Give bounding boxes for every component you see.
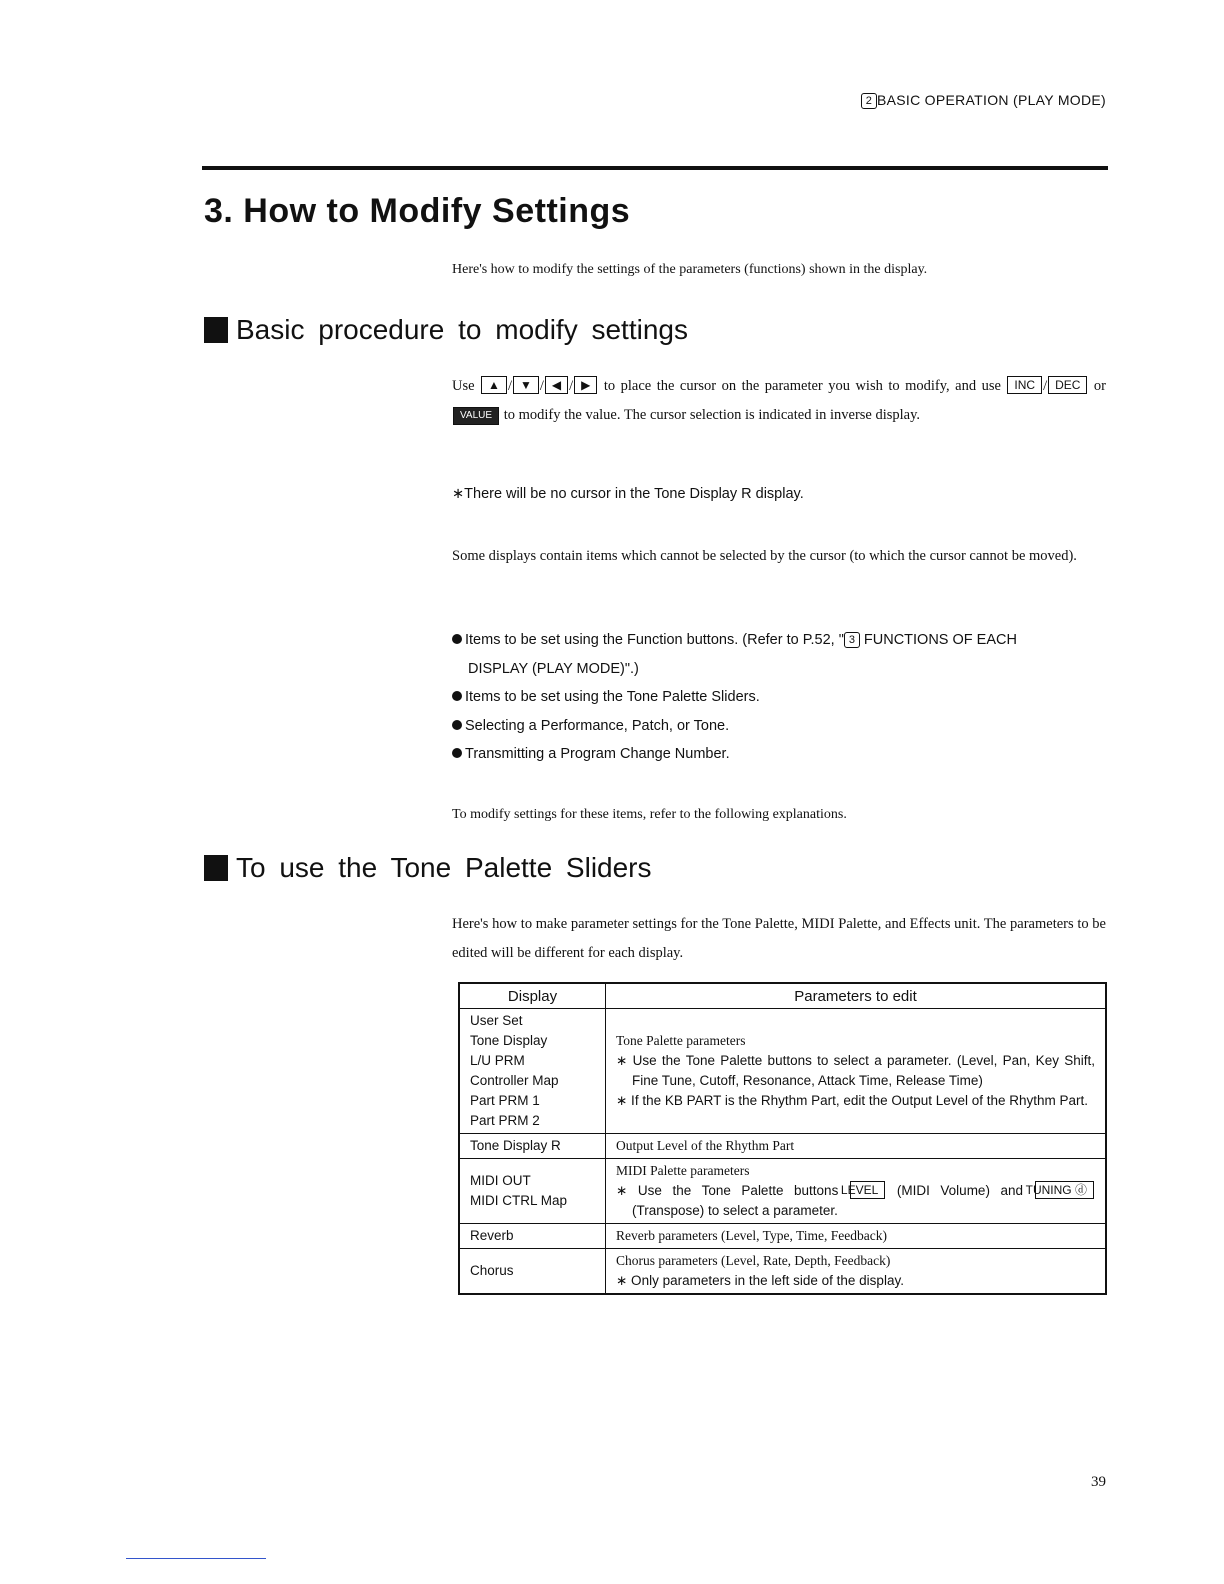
section-title-basic-procedure — [204, 314, 688, 346]
display-name: User Set — [470, 1013, 523, 1028]
table-header-row — [459, 983, 1106, 1009]
bullet-dot-icon — [452, 634, 462, 644]
table-row — [459, 1159, 1106, 1224]
params-cell — [606, 1249, 1107, 1295]
display-name: Tone Display — [470, 1033, 548, 1048]
parameters-table — [458, 982, 1107, 1295]
params-cell — [606, 1009, 1107, 1134]
chapter-3-icon: 3 — [844, 632, 860, 648]
tuning-key: TUNING ⓓ — [1035, 1181, 1094, 1199]
left-key: ◀ — [545, 376, 568, 394]
bullet-text: FUNCTIONS OF EACH — [859, 632, 1017, 648]
bullet-continuation: DISPLAY (PLAY MODE)".) — [468, 660, 639, 677]
params-note: ∗ Use the Tone Palette buttons to select a parameter. (Level, Pan, Key Shift, Fine Tune, Cutoff, Resonance, Attack Time, Release Time) — [616, 1053, 1095, 1088]
header-rule — [202, 166, 1108, 170]
page-number: 39 — [1091, 1474, 1106, 1490]
display-cell — [459, 1009, 606, 1134]
display-cell: Reverb — [459, 1224, 606, 1249]
bullet-text: Selecting a Performance, Patch, or Tone. — [465, 717, 730, 734]
bullet-program-change — [452, 740, 1112, 769]
section-title-text: To use the Tone Palette Sliders — [236, 852, 652, 883]
display-name: L/U PRM — [470, 1053, 525, 1068]
section-square-icon — [204, 855, 228, 881]
params-title: Chorus parameters (Level, Rate, Depth, Feedback) — [616, 1253, 891, 1268]
inc-key: INC — [1007, 376, 1042, 394]
table-row — [459, 1009, 1106, 1134]
params-cell: Reverb parameters (Level, Type, Time, Feedback) — [606, 1224, 1107, 1249]
header-display: Display — [459, 983, 606, 1009]
chapter-number-icon: 2 — [861, 93, 877, 109]
running-header — [861, 92, 1106, 109]
bullet-list — [452, 626, 1112, 769]
use-word: Use — [452, 378, 475, 394]
refer-text: To modify settings for these items, refer to the following explanations. — [452, 807, 847, 822]
tone-palette-intro: Here's how to make parameter settings for the Tone Palette, MIDI Palette, and Effects unit. The parameters to be edited will be different for each display. — [452, 916, 1106, 961]
params-note: ∗ If the KB PART is the Rhythm Part, edit the Output Level of the Rhythm Part. — [616, 1093, 1089, 1108]
cursor-instructions: Use ▲ / ▼ / ◀ / ▶ to place the cursor on the parameter you wish to modify, and use INC / DEC or VALUE to modify the value. The cursor selection is indicated in inverse display. — [452, 378, 1107, 423]
value-dial-key: VALUE — [453, 407, 499, 425]
up-key: ▲ — [481, 376, 507, 394]
table-row — [459, 1224, 1106, 1249]
running-header-text: BASIC OPERATION (PLAY MODE) — [876, 92, 1106, 108]
intro-text: Here's how to modify the settings of the parameters (functions) shown in the display. — [452, 262, 928, 277]
params-cell — [606, 1159, 1107, 1224]
page-title: 3. How to Modify Settings — [204, 192, 631, 230]
or-word: or — [1093, 378, 1107, 394]
display-name: Part PRM 1 — [470, 1093, 540, 1108]
bullet-sliders — [452, 683, 1112, 712]
cursor-text-1: to place the cursor on the parameter you wish to modify, and use — [603, 378, 1001, 394]
level-key: LEVEL — [850, 1181, 885, 1199]
section-title-tone-palette — [204, 852, 652, 884]
display-name: MIDI CTRL Map — [470, 1193, 568, 1208]
table-row — [459, 1134, 1106, 1159]
down-key: ▼ — [513, 376, 539, 394]
params-cell: Output Level of the Rhythm Part — [606, 1134, 1107, 1159]
bullet-text: Items to be set using the Tone Palette Sliders. — [465, 689, 760, 705]
right-key: ▶ — [574, 376, 597, 394]
non-selectable-text: Some displays contain items which cannot be selected by the cursor (to which the cursor cannot be moved). — [452, 548, 1077, 564]
note-text: (MIDI Volume) and — [896, 1183, 1024, 1198]
dec-key: DEC — [1048, 376, 1087, 394]
cursor-text-2: to modify the value. The cursor selection is indicated in inverse display. — [503, 407, 921, 423]
display-cell — [459, 1159, 606, 1224]
bullet-text: Items to be set using the Function buttons. (Refer to P.52, " — [465, 632, 844, 648]
note-text: (Transpose) to select a parameter. — [632, 1203, 838, 1218]
section-square-icon — [204, 317, 228, 343]
params-note: ∗ Only parameters in the left side of the display. — [616, 1273, 904, 1288]
bullet-dot-icon — [452, 691, 462, 701]
bullet-dot-icon — [452, 720, 462, 730]
params-title: MIDI Palette parameters — [616, 1163, 750, 1178]
display-name: Controller Map — [470, 1073, 559, 1088]
bullet-text: Transmitting a Program Change Number. — [465, 746, 730, 762]
display-cell: Tone Display R — [459, 1134, 606, 1159]
note-text: ∗ Use the Tone Palette buttons — [616, 1183, 839, 1198]
header-parameters: Parameters to edit — [606, 983, 1107, 1009]
display-name: Part PRM 2 — [470, 1113, 540, 1128]
bullet-dot-icon — [452, 748, 462, 758]
display-name: MIDI OUT — [470, 1173, 531, 1188]
footer-line — [126, 1558, 266, 1559]
cursor-note: ∗There will be no cursor in the Tone Display R display. — [452, 486, 804, 502]
bullet-selecting — [452, 712, 1112, 741]
params-note — [616, 1181, 1095, 1221]
bullet-function-buttons — [452, 626, 1112, 655]
section-title-text: Basic procedure to modify settings — [236, 314, 688, 345]
params-title: Tone Palette parameters — [616, 1033, 746, 1048]
display-cell: Chorus — [459, 1249, 606, 1295]
table-row — [459, 1249, 1106, 1295]
